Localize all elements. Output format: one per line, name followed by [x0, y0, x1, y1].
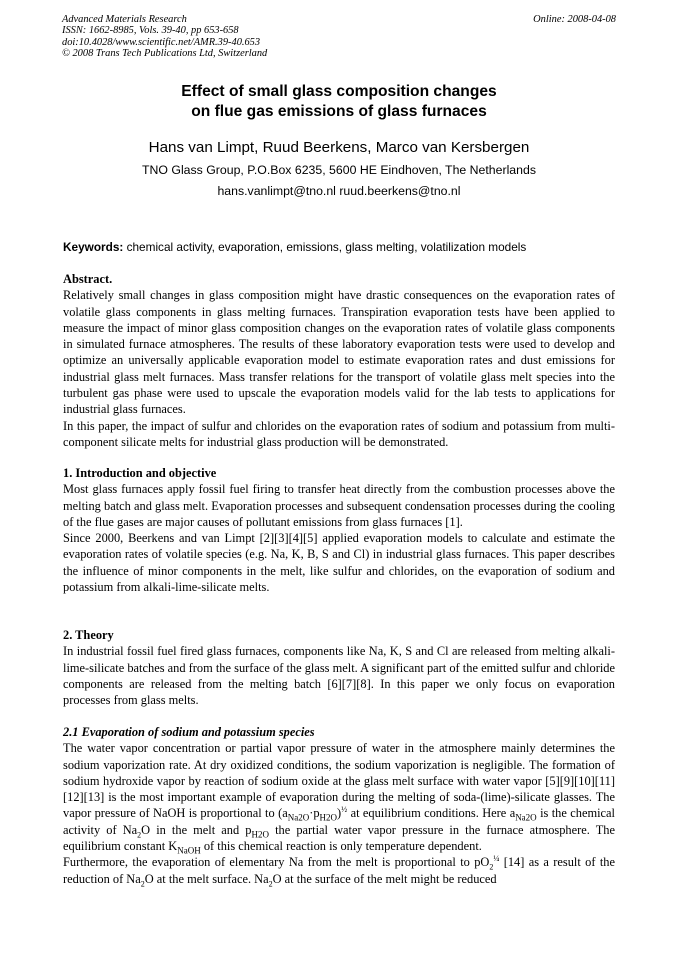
journal-copyright: © 2008 Trans Tech Publications Ltd, Switzerland — [62, 48, 268, 60]
journal-issn: ISSN: 1662-8985, Vols. 39-40, pp 653-658 — [62, 25, 239, 37]
title-line-2: on flue gas emissions of glass furnaces — [191, 103, 487, 120]
author-emails: hans.vanlimpt@tno.nl ruud.beerkens@tno.nl — [217, 184, 461, 198]
abstract-paragraph-1: Relatively small changes in glass composition might have drastic consequences on the evaporation rates of volatile glass components in glass melting furnaces. Transpiration evaporation tests have been applied to measure the impact of minor glass composition changes on the evaporation rates of volatile glass components in simulated furnace atmospheres. The results of these laboratory evaporation tests were used to develop and optimize an universally applicable evaporation model to estimate evaporation rates and dust emissions for industrial glass melt furnaces. Mass transfer relations for the transport of volatile glass melt species into the turbulent gas phase were used to upscale the evaporation models valid for the lab tests to applications for industrial glass furnaces. — [63, 288, 615, 417]
journal-name: Advanced Materials Research — [62, 14, 187, 25]
section-2-1-heading: 2.1 Evaporation of sodium and potassium species — [63, 725, 315, 739]
keywords — [63, 240, 617, 254]
journal-doi: doi:10.4028/www.scientific.net/AMR.39-40.653 — [62, 36, 261, 48]
authors: Hans van Limpt, Ruud Beerkens, Marco van Kersbergen — [148, 139, 530, 156]
theory-paragraph-1: In industrial fossil fuel fired glass furnaces, components like Na, K, S and Cl are released from melting alkali-lime-silicate batches and from the surface of the glass melt. A significant part of the emitted sulfur and chloride components are released from the melting batch [6][7][8]. In this paper we only focus on evaporation processes from glass melts. — [63, 644, 615, 708]
theory-heading: 2. Theory — [63, 628, 114, 642]
online-date: Online: 2008-04-08 — [533, 14, 616, 25]
theory-section — [63, 627, 615, 708]
paper-title — [0, 82, 678, 122]
journal-header — [62, 14, 616, 60]
keywords-text: chemical activity, evaporation, emissions, glass melting, volatilization models — [126, 240, 527, 254]
abstract-section — [63, 271, 615, 450]
abstract-paragraph-2: In this paper, the impact of sulfur and chlorides on the evaporation rates of sodium and potassium from multi-component silicate melts for industrial glass production will be demonstrated. — [63, 418, 615, 449]
section-2-1 — [63, 724, 615, 887]
section-2-1-paragraph-2: Furthermore, the evaporation of elementary Na from the melt is proportional to $pO_2^{\frac{1}{4}}$ [14] as a result of the reduction of $Na_2O$ at the melt surface. $Na_2O$ at the surface of the melt might be reduced — [63, 854, 615, 889]
keywords-label: Keywords: — [63, 240, 124, 254]
title-line-1: Effect of small glass composition changes — [181, 83, 497, 100]
intro-paragraph-1: Most glass furnaces apply fossil fuel firing to transfer heat directly from the combustion processes above the melting batch and glass melt. Evaporation processes and subsequent condensation processes during the cooling of the flue gases are major causes of pollutant emissions from glass furnaces [1]. — [63, 482, 615, 529]
introduction-section — [63, 465, 615, 595]
intro-paragraph-2: Since 2000, Beerkens and van Limpt [2][3][4][5] applied evaporation models to calculate and estimate the evaporation rates of volatile species (e.g. Na, K, B, S and Cl) in industrial glass furnaces. This paper describes the influence of minor components in the melt, like sulfur and chlorides, on the evaporation of sodium and potassium from alkali-lime-silicate melts. — [63, 531, 615, 595]
section-2-1-paragraph-1: The water vapor concentration or partial vapor pressure of water in the atmosphere mainly determines the sodium vaporization rate. At dry oxidized conditions, the sodium vaporization is negligible. The formation of sodium hydroxide vapor by reaction of sodium oxide at the glass melt surface with water vapor [5][9][10][11][12][13] is the most important example of evaporation during the melting of soda-(lime)-silicate glasses. The vapor pressure of NaOH is proportional to $(a_{Na2O}\cdot p_{H2O})^{\frac{1}{2}}$ at equilibrium conditions. Here $a_{Na2O}$ is the chemical activity of $Na_2O$ in the melt and $p_{H2O}$ the partial water vapor pressure in the furnace atmosphere. The equilibrium constant $K_{NaOH}$ of this chemical reaction is only temperature dependent. — [63, 741, 615, 856]
affiliation: TNO Glass Group, P.O.Box 6235, 5600 HE Eindhoven, The Netherlands — [142, 163, 536, 177]
abstract-heading: Abstract. — [63, 272, 113, 286]
intro-heading: 1. Introduction and objective — [63, 466, 217, 480]
